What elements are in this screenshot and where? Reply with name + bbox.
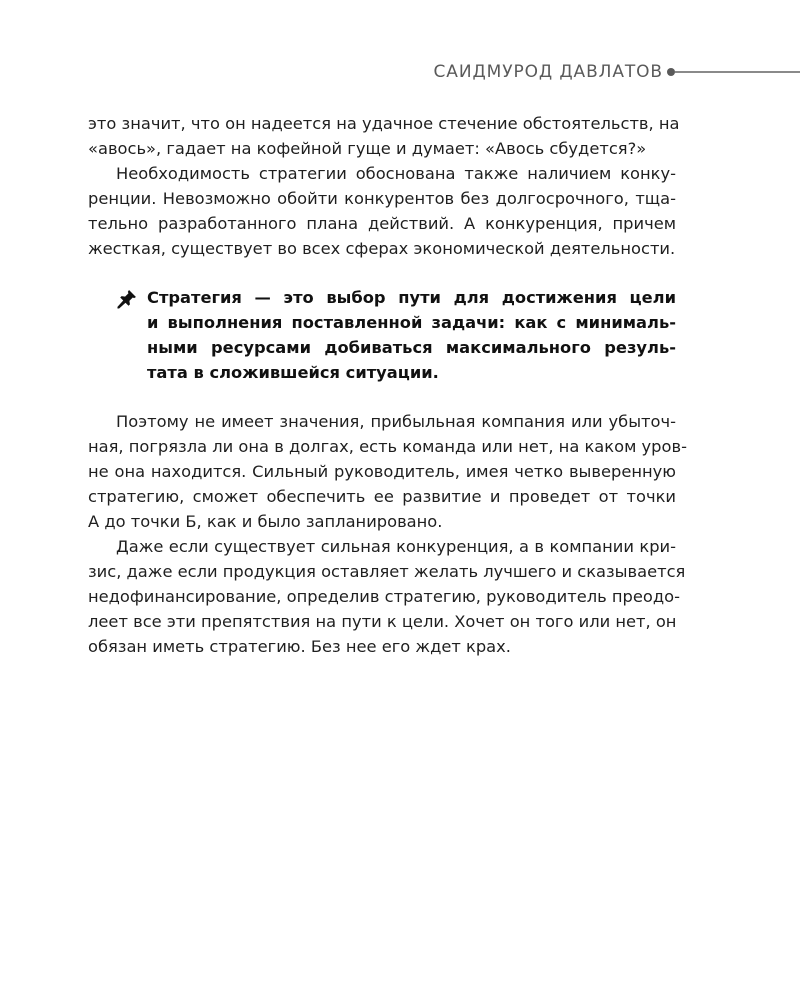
- text-line: Необходимость стратегии обоснована также наличием конку-: [116, 164, 676, 183]
- strategy-definition-callout: [88, 285, 676, 385]
- running-header: [0, 60, 800, 84]
- text-line: стратегию, сможет обеспечить ее развитие и проведет от точки: [88, 487, 676, 506]
- callout-line: тата в сложившейся ситуации.: [147, 363, 439, 382]
- text-line: Даже если существует сильная конкуренция, а в компании кри-: [116, 537, 676, 556]
- text-line: Поэтому не имеет значения, прибыльная компания или убыточ-: [116, 412, 676, 431]
- spacer: [88, 385, 676, 409]
- text-line: жесткая, существует во всех сферах экономической деятельности.: [88, 239, 676, 258]
- paragraph-continuation: [88, 111, 680, 161]
- body-text: [88, 111, 687, 659]
- text-line: ная, погрязла ли она в долгах, есть команда или нет, на каком уров-: [88, 437, 687, 456]
- spacer: [88, 261, 676, 285]
- text-line: тельно разработанного плана действий. А конкуренция, причем: [88, 214, 676, 233]
- paragraph-crisis: [88, 534, 686, 659]
- text-line: не она находится. Сильный руководитель, имея четко выверенную: [88, 462, 676, 481]
- text-line: это значит, что он надеется на удачное стечение обстоятельств, на: [88, 114, 680, 133]
- callout-line: Стратегия — это выбор пути для достижения цели: [147, 288, 676, 307]
- text-line: леет все эти препятствия на пути к цели. Хочет он того или нет, он: [88, 612, 677, 631]
- callout-line: ными ресурсами добиваться максимального резуль-: [147, 338, 676, 357]
- text-line: обязан иметь стратегию. Без нее его ждет крах.: [88, 637, 511, 656]
- text-line: «авось», гадает на кофейной гуще и думает: «Авось сбудется?»: [88, 139, 647, 158]
- pushpin-icon: [116, 288, 138, 310]
- callout-line: и выполнения поставленной задачи: как с минималь-: [147, 313, 676, 332]
- text-line: недофинансирование, определив стратегию, руководитель преодо-: [88, 587, 680, 606]
- paragraph-competition: [88, 161, 676, 261]
- header-rule: [675, 71, 800, 73]
- header-dot: [667, 68, 675, 76]
- author-name: САИДМУРОД ДАВЛАТОВ: [433, 62, 663, 82]
- text-line: зис, даже если продукция оставляет желать лучшего и сказывается: [88, 562, 686, 581]
- text-line: А до точки Б, как и было запланировано.: [88, 512, 443, 531]
- paragraph-leader: [88, 409, 687, 534]
- text-line: ренции. Невозможно обойти конкурентов без долгосрочного, тща-: [88, 189, 676, 208]
